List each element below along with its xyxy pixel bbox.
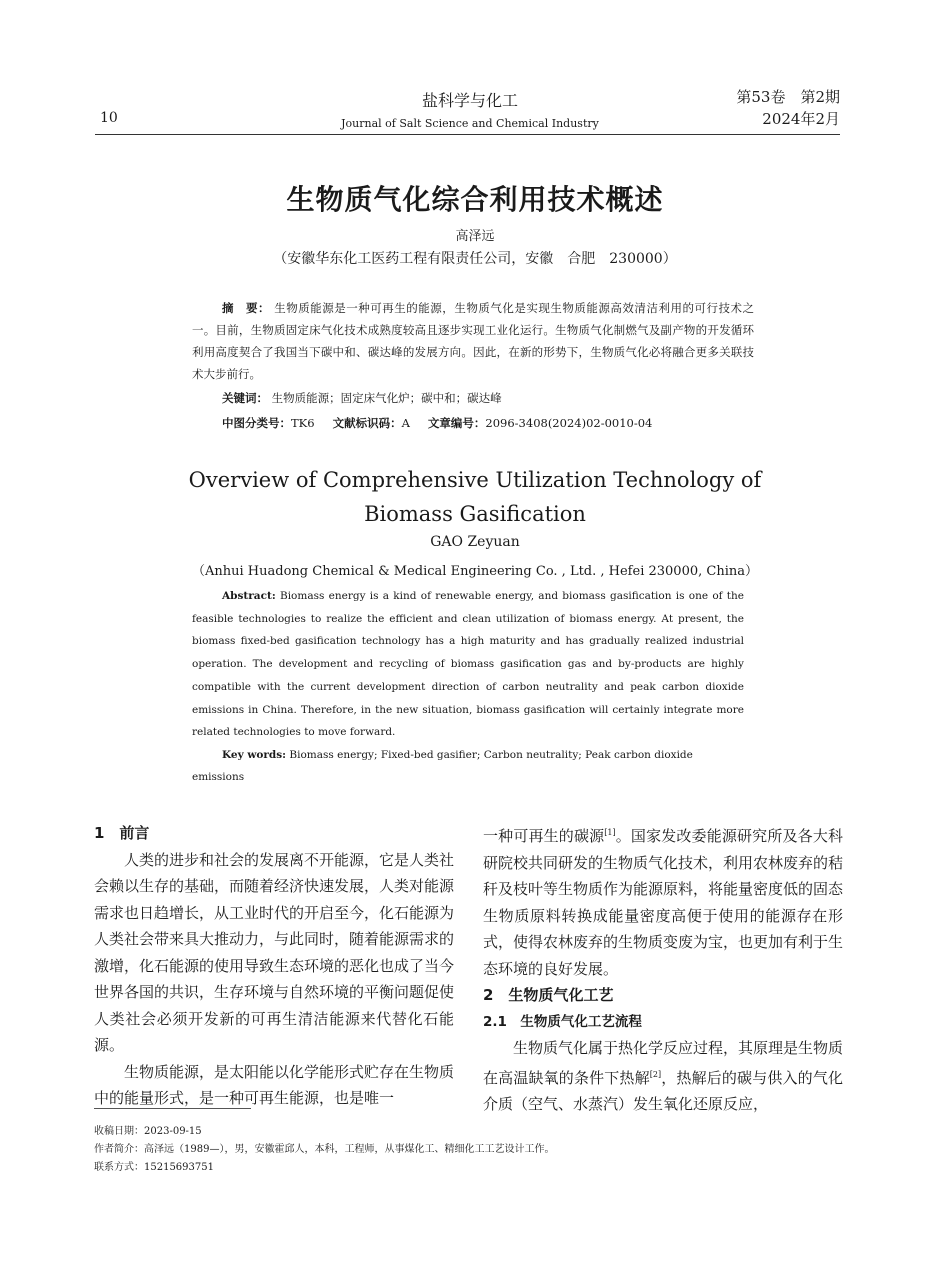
- section-1-paragraph-1: 人类的进步和社会的发展离不开能源，它是人类社会赖以生存的基础，而随着经济快速发展，人类对能源需求也日趋增长，从工业时代的开启至今，化石能源为人类社会带来具大推动力，与此同时，随着能源需求的激增，化石能源的使用导致生态环境的恶化也成了当今世界各国的共识，生存环境与自然环境的平衡问题促使人类社会必须开发新的可再生清洁能源来代替化石能源。: [94, 850, 455, 1054]
- paragraph-text: ，热解后的碳与供入的气化介质（空气、水蒸汽）发生氧化还原反应，: [483, 1068, 843, 1113]
- body-column-left: [94, 820, 454, 1112]
- section-2-1-paragraph-1: [483, 1035, 843, 1118]
- article-title-en: [0, 463, 950, 531]
- issue-date: 2024年2月: [762, 110, 840, 128]
- journal-name-en: Journal of Salt Science and Chemical Industry: [341, 117, 599, 130]
- abstract-cn-text: 生物质能源是一种可再生的能源，生物质气化是实现生物质能源高效清洁利用的可行技术之一。目前，生物质固定床气化技术成熟度较高且逐步实现工业化运行。生物质气化制燃气及副产物的开发循环利用高度契合了我国当下碳中和、碳达峰的发展方向。因此，在新的形势下，生物质气化必将融合更多关联技术大步前行。: [192, 301, 755, 381]
- paragraph-text: 一种可再生的碳源: [483, 827, 605, 845]
- section-2-1-heading: 2.1 生物质气化工艺流程: [483, 1013, 642, 1030]
- affiliation-en: （Anhui Huadong Chemical & Medical Engineering Co. , Ltd. , Hefei 230000, China）: [192, 564, 758, 579]
- keywords-en-label: Key words:: [222, 749, 287, 761]
- article-title-en-line1: Overview of Comprehensive Utilization Technology of: [188, 468, 762, 492]
- citation-1: [1]: [604, 828, 616, 837]
- footnote-received: 收稿日期：2023-09-15: [94, 1126, 202, 1137]
- keywords-en-text: Biomass energy; Fixed-bed gasifier; Carbon neutrality; Peak carbon dioxide emissions: [192, 749, 693, 783]
- issue-info: [736, 86, 840, 130]
- footnote-rule: [94, 1108, 251, 1109]
- affiliation-cn: （安徽华东化工医药工程有限责任公司，安徽 合肥 230000）: [273, 251, 677, 267]
- abstract-cn: [192, 297, 754, 385]
- doc-code-value: A: [401, 416, 410, 430]
- paragraph-text: 生物质气化属于热化学反应过程，其原理是生物质在高温缺氧的条件下热解: [483, 1039, 844, 1087]
- footnote-contact: 联系方式：15215693751: [94, 1162, 214, 1173]
- page-number: 10: [100, 110, 118, 126]
- abstract-cn-label: 摘 要：: [222, 301, 271, 315]
- section-1-paragraph-2: 生物质能源，是太阳能以化学能形式贮存在生物质中的能量形式，是一种可再生能源，也是唯一: [94, 1062, 455, 1107]
- article-title-cn: 生物质气化综合利用技术概述: [286, 183, 664, 216]
- section-2-heading: 2 生物质气化工艺: [483, 986, 614, 1004]
- author-cn: 高泽远: [455, 229, 495, 244]
- section-1-heading: 1 前言: [94, 824, 150, 842]
- volume-issue: 第53卷 第2期: [736, 88, 840, 106]
- body-column-right: [483, 820, 843, 1118]
- keywords-cn-text: 生物质能源；固定床气化炉；碳中和；碳达峰: [271, 391, 502, 405]
- keywords-en: [192, 744, 744, 788]
- citation-2: [2]: [649, 1069, 662, 1079]
- section-1-paragraph-2-continued: [483, 820, 843, 982]
- article-number-label: 文章编号：: [427, 416, 486, 430]
- clc-label: 中图分类号：: [222, 416, 291, 430]
- keywords-cn: [222, 390, 502, 406]
- classification-line: [222, 415, 652, 431]
- abstract-en-text: Biomass energy is a kind of renewable energy, and biomass gasification is one of the feasible technologies to realize the efficient and clean utilization of biomass energy. At present, the biomass fixed-bed gasification technology has a high maturity and has gradually realized industrial operation. The development and recycling of biomass gasification gas and by-products are highly compatible with the current development direction of carbon neutrality and peak carbon dioxide emissions in China. Therefore, in the new situation, biomass gasification will certainly integrate more related technologies to move forward.: [192, 590, 744, 739]
- abstract-en-label: Abstract:: [222, 590, 276, 602]
- author-en: GAO Zeyuan: [430, 534, 520, 550]
- abstract-en: [192, 585, 744, 744]
- clc-value: TK6: [291, 416, 315, 430]
- keywords-cn-label: 关键词：: [222, 391, 268, 405]
- header-rule: [95, 134, 840, 135]
- article-title-en-line2: Biomass Gasification: [364, 502, 586, 526]
- footnote-author-bio: 作者简介：高泽远（1989—），男，安徽霍邱人，本科，工程师，从事煤化工、精细化工工艺设计工作。: [94, 1144, 555, 1155]
- journal-header: [330, 88, 610, 130]
- paragraph-text: 。国家发改委能源研究所及各大科研院校共同研发的生物质气化技术，利用农林废弃的秸秆及枝叶等生物质作为能源原料，将能量密度低的固态生物质原料转换成能量密度高便于使用的能源存在形式，使得农林废弃的生物质变废为宝，也更加有利于生态环境的良好发展。: [483, 827, 844, 978]
- article-number-value: 2096-3408(2024)02-0010-04: [485, 416, 653, 430]
- journal-name-cn: 盐科学与化工: [421, 91, 518, 110]
- doc-code-label: 文献标识码：: [332, 416, 402, 430]
